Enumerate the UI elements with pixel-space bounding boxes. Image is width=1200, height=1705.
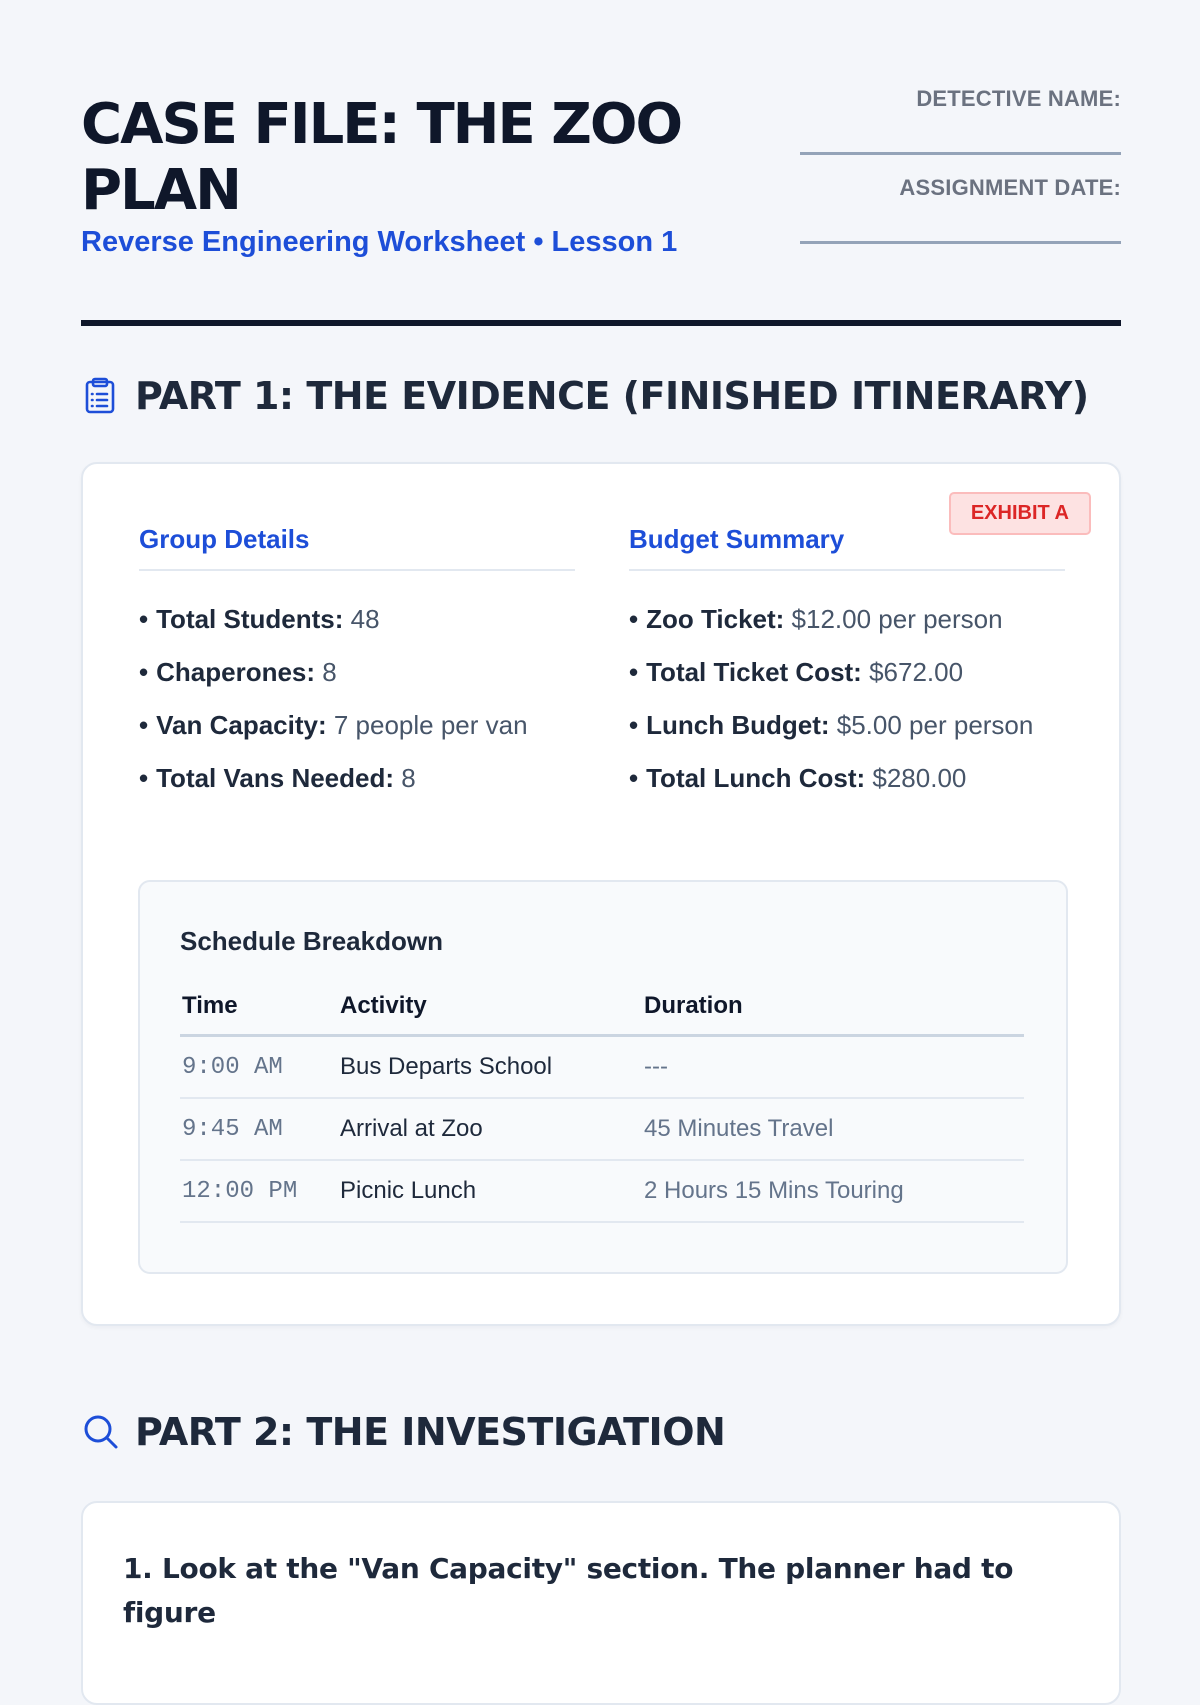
- header-divider: [81, 320, 1121, 326]
- time-cell: 12:00 PM: [180, 1160, 338, 1222]
- list-item: • Total Lunch Cost: $280.00: [629, 763, 967, 793]
- page-subtitle: Reverse Engineering Worksheet • Lesson 1: [81, 226, 678, 258]
- list-item: • Total Ticket Cost: $672.00: [629, 657, 964, 687]
- clipboard-icon: [81, 376, 121, 416]
- time-cell: 9:45 AM: [180, 1098, 338, 1160]
- list-item: • Van Capacity: 7 people per van: [139, 710, 528, 740]
- part1-heading: [81, 374, 1089, 418]
- student-info: [800, 86, 1121, 264]
- magnifier-icon: [81, 1412, 121, 1452]
- header: [81, 0, 1121, 330]
- list-item: • Chaperones: 8: [139, 657, 337, 687]
- evidence-card: [81, 462, 1121, 1326]
- group-details-heading: Group Details: [139, 524, 575, 571]
- part1-title: PART 1: THE EVIDENCE (FINISHED ITINERARY): [135, 374, 1089, 418]
- duration-cell: 45 Minutes Travel: [642, 1098, 1024, 1160]
- schedule-table: [180, 978, 1024, 1223]
- detective-name-label: DETECTIVE NAME:: [916, 86, 1121, 111]
- investigation-card: [81, 1501, 1121, 1705]
- list-item: • Total Students: 48: [139, 604, 380, 634]
- duration-cell: 2 Hours 15 Mins Touring: [642, 1160, 1024, 1222]
- table-header-row: [180, 978, 1024, 1036]
- duration-cell: ---: [642, 1036, 1024, 1099]
- group-details: [139, 524, 575, 811]
- exhibit-badge: EXHIBIT A: [949, 492, 1091, 535]
- page-title: CASE FILE: THE ZOO PLAN: [81, 92, 682, 223]
- time-cell: 9:00 AM: [180, 1036, 338, 1099]
- detective-name-field[interactable]: [800, 152, 1121, 155]
- activity-cell: Picnic Lunch: [338, 1160, 642, 1222]
- column-header: Activity: [338, 978, 642, 1036]
- question-1: 1. Look at the "Van Capacity" section. The planner had to figure: [123, 1552, 1014, 1629]
- activity-cell: Bus Departs School: [338, 1036, 642, 1099]
- worksheet-page: [81, 0, 1121, 1629]
- table-row: [180, 1160, 1024, 1222]
- table-row: [180, 1098, 1024, 1160]
- table-row: [180, 1036, 1024, 1099]
- activity-cell: Arrival at Zoo: [338, 1098, 642, 1160]
- budget-summary: [629, 524, 1065, 811]
- list-item: • Lunch Budget: $5.00 per person: [629, 710, 1034, 740]
- column-header: Time: [180, 978, 338, 1036]
- assignment-date-label: ASSIGNMENT DATE:: [899, 175, 1121, 200]
- budget-summary-heading: Budget Summary: [629, 524, 1065, 571]
- column-header: Duration: [642, 978, 1024, 1036]
- assignment-date-field[interactable]: [800, 241, 1121, 244]
- part2-title: PART 2: THE INVESTIGATION: [135, 1410, 726, 1454]
- schedule-title: Schedule Breakdown: [180, 926, 443, 956]
- list-item: • Total Vans Needed: 8: [139, 763, 416, 793]
- schedule-breakdown: [138, 880, 1068, 1274]
- part2-heading: [81, 1410, 725, 1454]
- list-item: • Zoo Ticket: $12.00 per person: [629, 604, 1003, 634]
